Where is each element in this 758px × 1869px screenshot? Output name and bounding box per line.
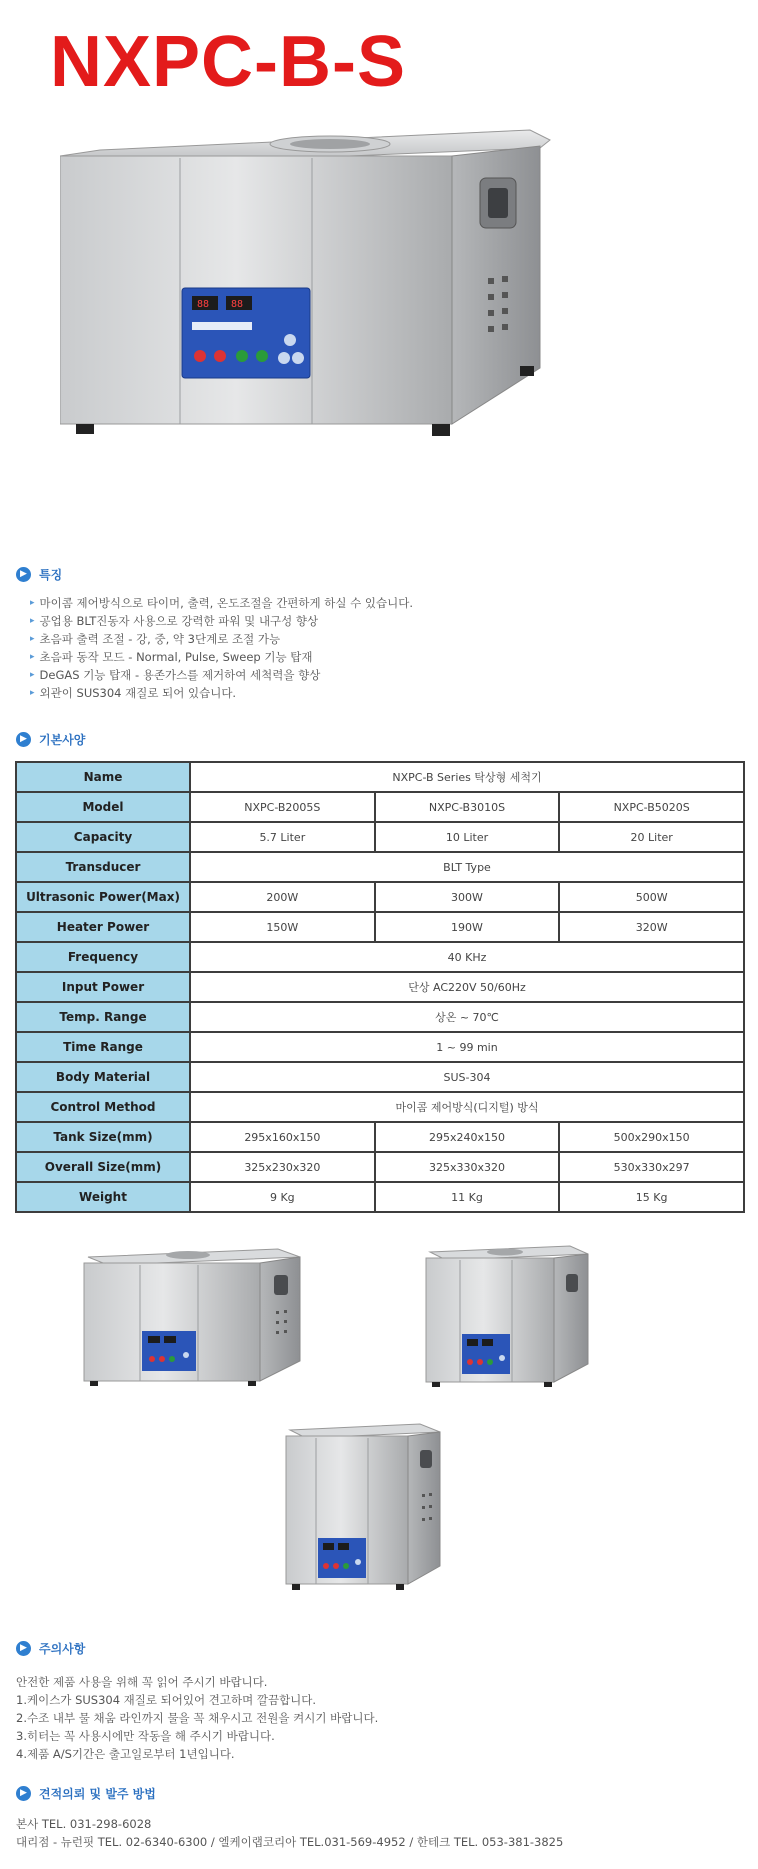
list-item: ▸ 초음파 출력 조절 - 강, 중, 약 3단계로 조절 가능 xyxy=(30,632,281,646)
table-row xyxy=(16,912,744,942)
spec-value: NXPC-B5020S xyxy=(559,792,744,822)
notes-heading: ▶ 주의사항 xyxy=(16,1640,85,1657)
svg-text:88: 88 xyxy=(197,299,210,310)
table-row xyxy=(16,882,744,912)
spec-value: 300W xyxy=(375,882,560,912)
triangle-bullet-icon: ▸ xyxy=(30,652,35,662)
spec-label: Weight xyxy=(16,1182,190,1212)
product-title: NXPC-B-S xyxy=(50,22,407,102)
spec-value: NXPC-B3010S xyxy=(375,792,560,822)
notes-text: 안전한 제품 사용을 위해 꼭 읽어 주시기 바랍니다. 1.케이스가 SUS304 재질로 되어있어 견고하며 깔끔합니다. 2.수조 내부 물 채움 라인까지 물을 꼭 채우시고 전원을 켜시기 바랍니다. 3.히터는 꼭 사용시에만 작동을 해 주시기 바랍니다. 4.제품 A/S기간은 출고일로부터 1년입니다. xyxy=(16,1675,379,1761)
spec-value: 15 Kg xyxy=(559,1182,744,1212)
features-list xyxy=(30,594,413,702)
spec-value: 320W xyxy=(559,912,744,942)
table-row xyxy=(16,1182,744,1212)
list-item: ▸ DeGAS 기능 탑재 - 용존가스를 제거하여 세척력을 향상 xyxy=(30,668,321,682)
table-row xyxy=(16,942,744,972)
svg-text:88: 88 xyxy=(231,299,244,310)
spec-value: 5.7 Liter xyxy=(190,822,375,852)
table-row xyxy=(16,1002,744,1032)
arrow-circle-icon: ▶ xyxy=(16,1641,31,1656)
spec-label: Model xyxy=(16,792,190,822)
arrow-circle-icon: ▶ xyxy=(16,567,31,582)
spec-value: 325x330x320 xyxy=(375,1152,560,1182)
spec-value: 500W xyxy=(559,882,744,912)
spec-label: Overall Size(mm) xyxy=(16,1152,190,1182)
spec-value: 9 Kg xyxy=(190,1182,375,1212)
spec-label: Frequency xyxy=(16,942,190,972)
triangle-bullet-icon: ▸ xyxy=(30,670,35,680)
spec-label: Transducer xyxy=(16,852,190,882)
table-row xyxy=(16,1032,744,1062)
triangle-bullet-icon: ▸ xyxy=(30,688,35,698)
table-row xyxy=(16,762,744,792)
table-row xyxy=(16,972,744,1002)
spec-value: NXPC-B Series 탁상형 세척기 xyxy=(190,762,744,792)
table-row xyxy=(16,1152,744,1182)
product-main-image xyxy=(60,118,660,538)
list-item: ▸ 초음파 동작 모드 - Normal, Pulse, Sweep 기능 탑재 xyxy=(30,650,313,664)
spec-table xyxy=(15,761,745,1213)
spec-value: 500x290x150 xyxy=(559,1122,744,1152)
table-row xyxy=(16,1062,744,1092)
arrow-circle-icon: ▶ xyxy=(16,1786,31,1801)
spec-value: SUS-304 xyxy=(190,1062,744,1092)
spec-value: 20 Liter xyxy=(559,822,744,852)
product-image-small-3 xyxy=(280,1420,450,1595)
spec-value: 325x230x320 xyxy=(190,1152,375,1182)
table-row xyxy=(16,852,744,882)
spec-label: Body Material xyxy=(16,1062,190,1092)
spec-value: BLT Type xyxy=(190,852,744,882)
list-item: ▸ 마이콤 제어방식으로 타이머, 출력, 온도조절을 간편하게 하실 수 있습니다. xyxy=(30,596,414,610)
spec-label: Time Range xyxy=(16,1032,190,1062)
contact-heading: ▶ 견적의뢰 및 발주 방법 xyxy=(16,1785,156,1802)
triangle-bullet-icon: ▸ xyxy=(30,598,35,608)
contact-text: 본사 TEL. 031-298-6028 대리점 - 뉴런핏 TEL. 02-6340-6300 / 엘케이랩코리아 TEL.031-569-4952 / 한테크 TEL. 053-381-3825 xyxy=(16,1817,564,1849)
table-row xyxy=(16,822,744,852)
spec-value: 10 Liter xyxy=(375,822,560,852)
triangle-bullet-icon: ▸ xyxy=(30,616,35,626)
spec-heading: ▶ 기본사양 xyxy=(16,731,85,748)
spec-label: Input Power xyxy=(16,972,190,1002)
spec-value: 40 KHz xyxy=(190,942,744,972)
spec-label: Ultrasonic Power(Max) xyxy=(16,882,190,912)
features-heading: ▶ 특징 xyxy=(16,566,62,583)
spec-value: NXPC-B2005S xyxy=(190,792,375,822)
spec-label: Tank Size(mm) xyxy=(16,1122,190,1152)
spec-label: Name xyxy=(16,762,190,792)
spec-value: 190W xyxy=(375,912,560,942)
list-item: ▸ 외관이 SUS304 재질로 되어 있습니다. xyxy=(30,686,237,700)
spec-value: 11 Kg xyxy=(375,1182,560,1212)
spec-value: 530x330x297 xyxy=(559,1152,744,1182)
product-image-small-2 xyxy=(420,1240,600,1395)
triangle-bullet-icon: ▸ xyxy=(30,634,35,644)
table-row xyxy=(16,1122,744,1152)
spec-value: 150W xyxy=(190,912,375,942)
product-image-small-1 xyxy=(78,1243,318,1393)
table-row xyxy=(16,1092,744,1122)
spec-value: 1 ~ 99 min xyxy=(190,1032,744,1062)
list-item: ▸ 공업용 BLT진동자 사용으로 강력한 파워 및 내구성 향상 xyxy=(30,614,319,628)
spec-value: 상온 ~ 70℃ xyxy=(190,1002,744,1032)
spec-label: Control Method xyxy=(16,1092,190,1122)
spec-label: Temp. Range xyxy=(16,1002,190,1032)
arrow-circle-icon: ▶ xyxy=(16,732,31,747)
spec-value: 200W xyxy=(190,882,375,912)
spec-label: Capacity xyxy=(16,822,190,852)
spec-value: 마이콤 제어방식(디지털) 방식 xyxy=(190,1092,744,1122)
spec-label: Heater Power xyxy=(16,912,190,942)
spec-value: 295x240x150 xyxy=(375,1122,560,1152)
spec-value: 295x160x150 xyxy=(190,1122,375,1152)
table-row xyxy=(16,792,744,822)
spec-value: 단상 AC220V 50/60Hz xyxy=(190,972,744,1002)
